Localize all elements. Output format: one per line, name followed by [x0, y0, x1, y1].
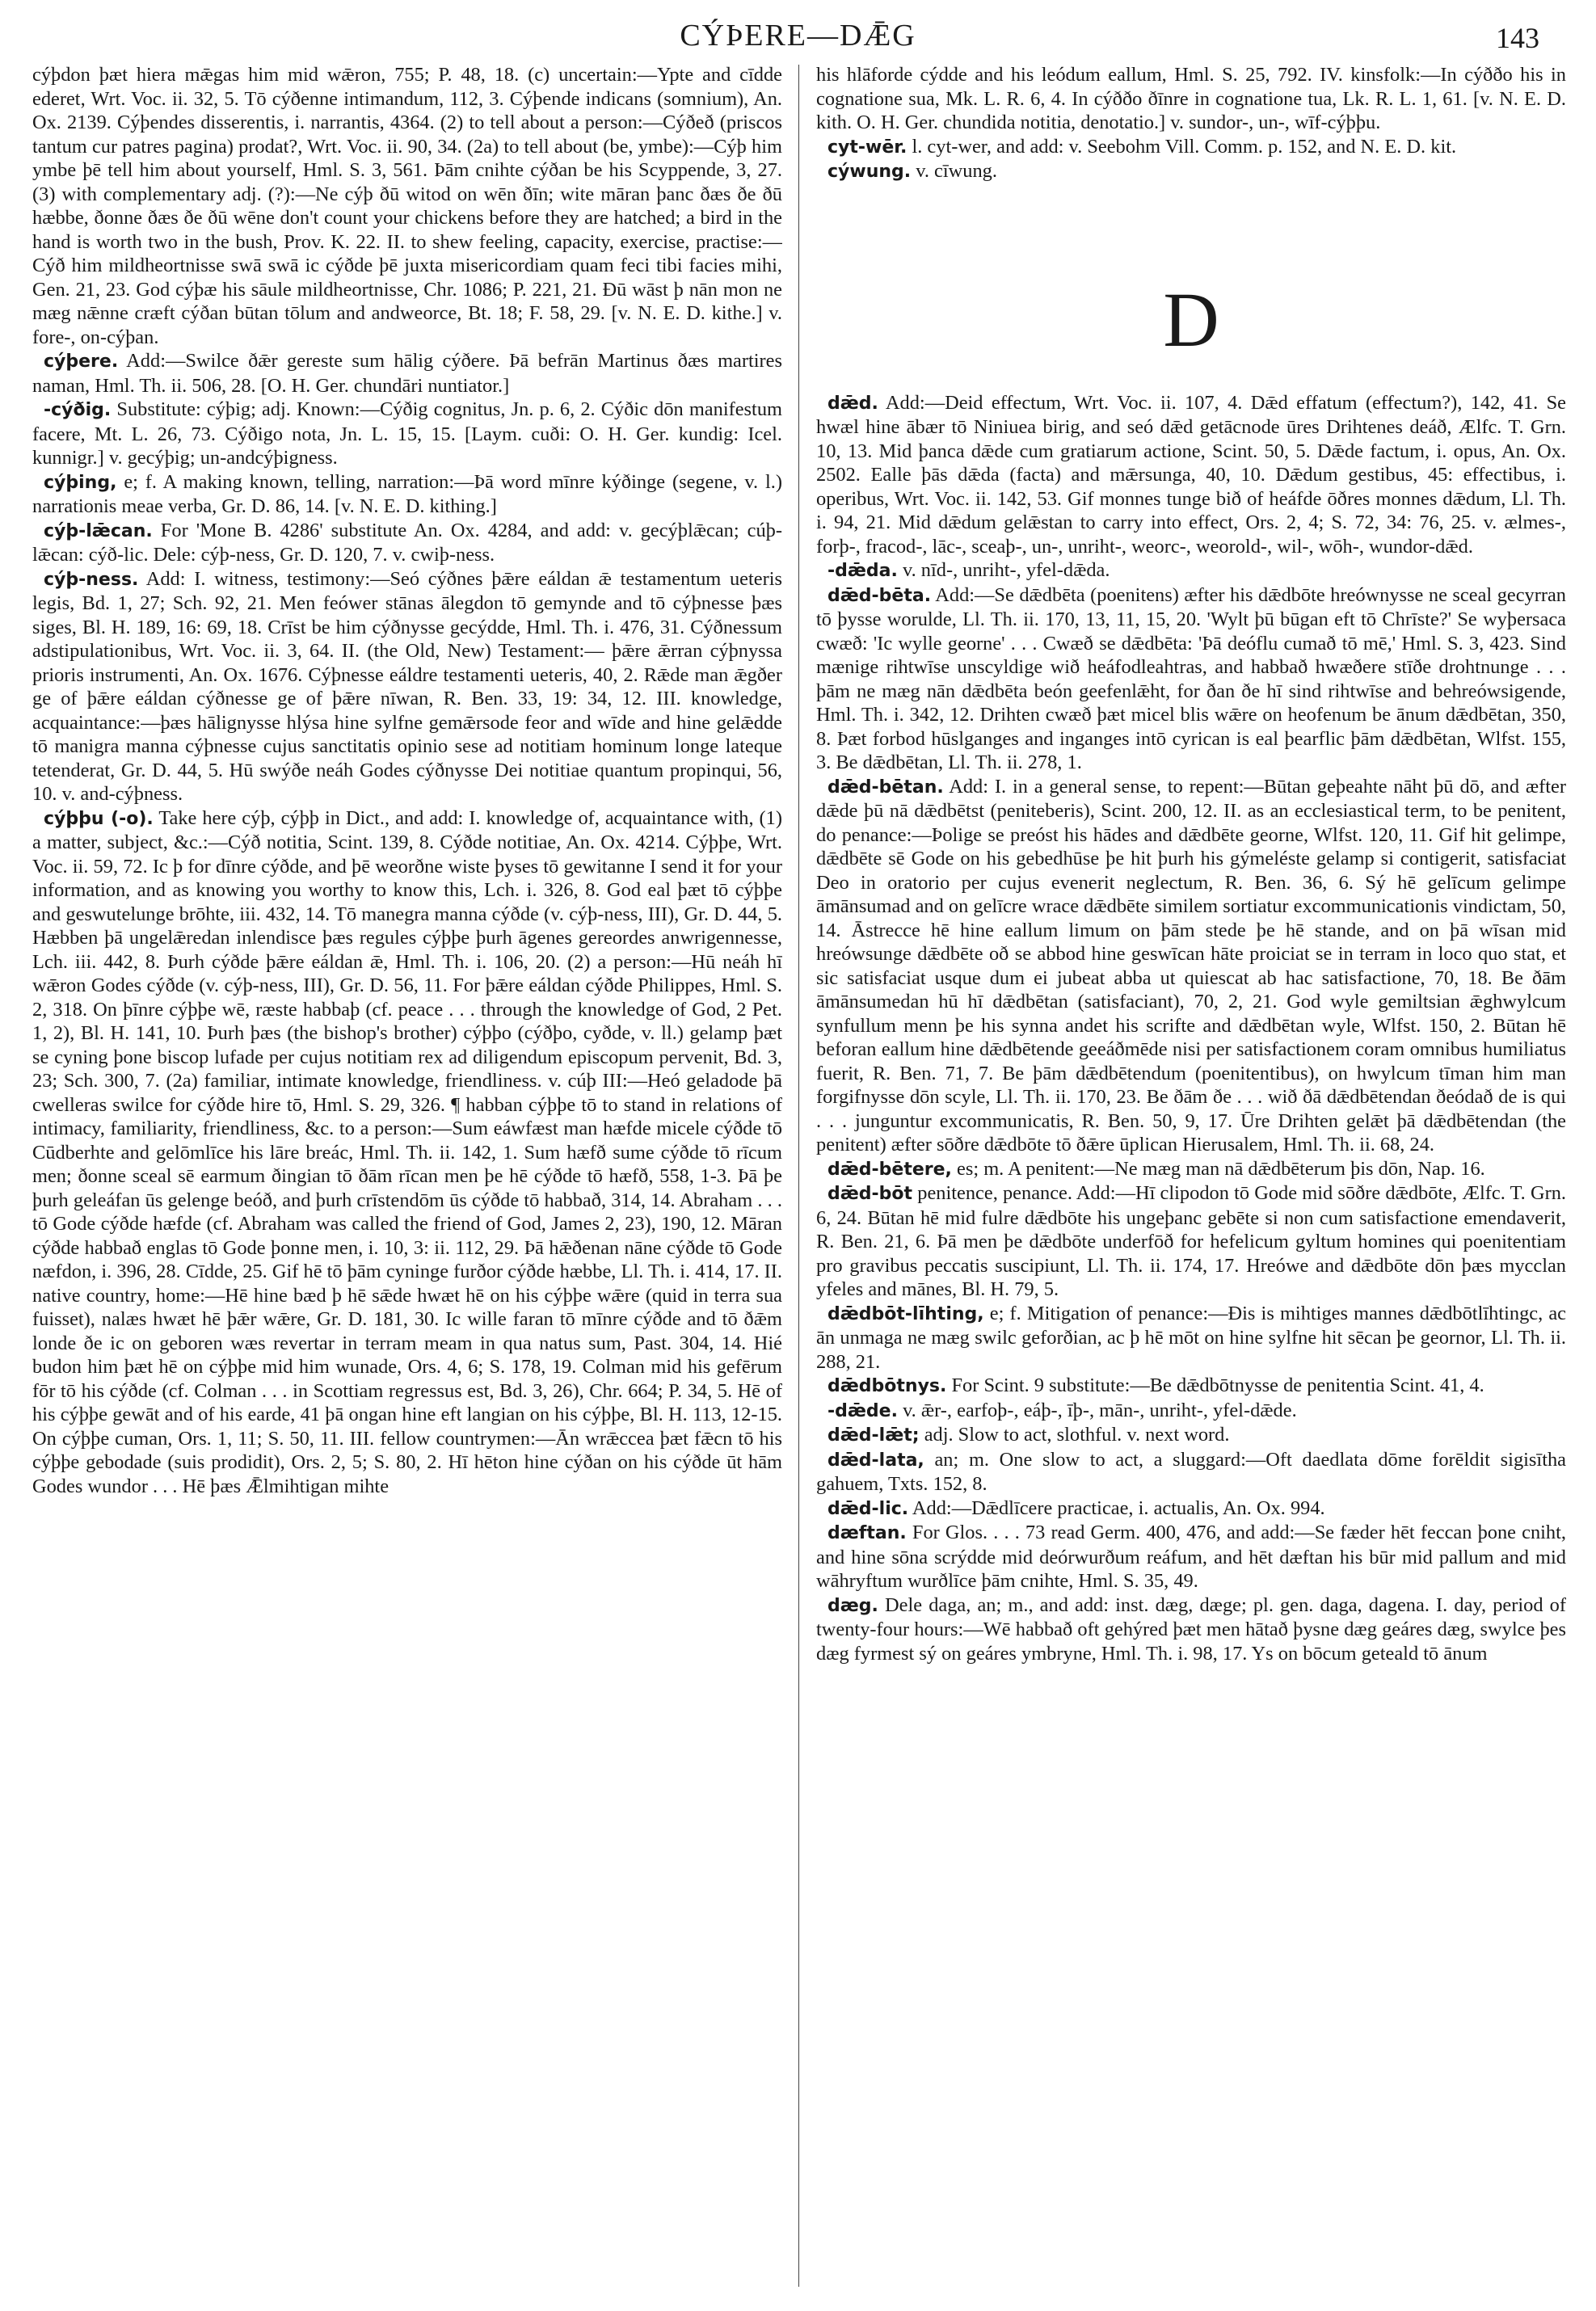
entry-headword: dǣd-lǣt; — [827, 1425, 920, 1446]
entry-text: cýþdon þæt hiera mǣgas him mid wǣron, 755; P. 48, 18. (c) uncertain:—Ypte and cīdde ederet, Wrt. Voc. ii. 32, 5. Tō cýðenne intimandum, 112, 3. Cýþende indicans (somnium), An. Ox. 2139. Cýþendes disserentis, i. narrantis, 4364. (2) to tell about a person:—Cýðeð (priscos tantum cur patres pagina) prodat?, Wrt. Voc. ii. 90, 34. (2a) to tell about (be, ymbe):—Cýþ him ymbe þē tell him about yourself, Hml. S. 3, 561. Þām cnihte cýðan be his Scyppende, 3, 27. (3) with complementary adj. (?):—Ne cýþ ðū witod on wēn ðīn; wite māran þanc ðæs ðe ðū hæbbe, ðonne ðæs ðe ðū wēne don't count your chickens before they are hatched; a bird in the hand is worth two in the bush, Prov. K. 22. II. to shew feeling, capacity, exercise, practise:—Cýð him mildheortnisse swā swā ic cýðde þē juxta misericordiam quam feci tibi facies mihi, Gen. 21, 23. God cýþæ his sāule mildheortnisse, Chr. 1086; P. 221, 21. Ðū wāst þ nān mon ne mæg nǣnne cræft cýðan būtan tōlum and andweorce, Bt. 18; F. 58, 29. [v. N. E. D. kithe.] v. fore-, on-cýþan. — [32, 64, 782, 348]
right-column-bottom — [816, 391, 1566, 1666]
entry-text: Add: I. witness, testimony:—Seó cýðnes þǣre eáldan ǣ testamentum ueteris legis, Bd. 1, 27; Sch. 92, 21. Men feówer stānas ālegdon tō gemynde and tō cýþnesse þæs siges, Bl. H. 189, 16: 69, 18. Crīst be him cýðnysse gecýdde, Hml. Th. i. 476, 31. Cýðnessum adstipulationibus, Wrt. Voc. ii. 3, 64. II. (the Old, New) Testament:— þǣre ǣrran cýþnyssa prioris instrumenti, An. Ox. 1676. Cýþnesse eáldre testamenti ueteris, 40, 2. Rǣde man ǣgðer ge of þǣre eáldan cýðnesse ge of þǣre nīwan, R. Ben. 33, 19: 34, 12. III. knowledge, acquaintance:—þæs hālignysse hlýsa hine sylfne gemǣrsode feor and wīde and hine gelǣdde tō manigra manna cýþnesse cujus sanctitatis opinio sese ad notitiam hominum longe lateque tetenderat, Gr. D. 44, 5. Hū swýðe neáh Godes cýðnysse Dei notitiae quantum propinqui, 56, 10. v. and-cýþness. — [32, 567, 782, 805]
entry-headword: dæg. — [827, 1595, 878, 1616]
dictionary-entry — [32, 567, 782, 806]
entry-text: Add:—Se dǣdbēta (poenitens) æfter his dǣdbōte hreównysse ne sceal gecyrran tō þysse worulde, Ll. Th. ii. 170, 13, 11, 15, 20. 'Wylt þū būgan eft tō Chrīste?' Se wyþersaca cwæð: 'Ic wylle georne' . . . Cwæð se dǣdbēta: 'Þā deóflu cumað tō mē,' Hml. S. 3, 423. Sind mænige rihtwīse unscyldige wið heáfodleahtras, and habbað hwæðere stīðe drohtnunge . . . þām ne mæg nān dǣdbēta beón geefenlǣht, for ðan ðe hī sind rihtwīse and behreówsigende, Hml. Th. i. 342, 12. Drihten cwæð þæt micel blis wǣre on heofenum be ānum dǣdbētan, 350, 8. Þæt forbod hūslganges and inganges intō cyrican is eal þearflic þām dǣdbētan, Wlfst. 155, 3. Be dǣdbētan, Ll. Th. ii. 278, 1. — [816, 583, 1566, 773]
entry-text: l. cyt-wer, and add: v. Seebohm Vill. Comm. p. 152, and N. E. D. kit. — [907, 135, 1457, 158]
dictionary-entry — [816, 159, 1566, 184]
right-column-top — [816, 63, 1566, 184]
entry-text: For 'Mone B. 4286' substitute An. Ox. 4284, and add: v. gecýþlǣcan; cúþ-lǣcan: cýð-lic. Dele: cýþ-ness, Gr. D. 120, 7. v. cwiþ-ness. — [32, 519, 782, 566]
dictionary-entry — [32, 398, 782, 470]
left-column — [32, 63, 782, 2293]
right-column — [816, 63, 1566, 2293]
dictionary-entry — [816, 1399, 1566, 1424]
dictionary-entry — [32, 806, 782, 1499]
entry-text: For Glos. . . . 73 read Germ. 400, 476, and add:—Se fæder hēt feccan þone cniht, and hine sōna scrýdde mid deórwurðum reáfum, and hēt dæftan his būr mid pallum and mid wāhryftum wurðlīce þām cnihte, Hml. S. 35, 49. — [816, 1522, 1566, 1592]
dictionary-entry — [816, 1521, 1566, 1593]
dictionary-entry — [816, 1593, 1566, 1666]
entry-headword: dǣd-bēta. — [827, 585, 932, 606]
entry-headword: dǣd-lata, — [827, 1450, 924, 1471]
entry-text: Add:—Deid effectum, Wrt. Voc. ii. 107, 4. Dǣd effatum (effectum?), 142, 41. Se hwæl hine ābær tō Niniuea birig, and seó dǣd getācnode ūres Drihtenes deáð, Ælfc. T. Grn. 10, 13. Mid þanca dǣde cum gratiarum actione, Scint. 50, 5. Dǣde factum, i. opus, An. Ox. 2502. Ealle þās dǣda (facta) and mǣrsunga, 40, 10. Dǣdum gestibus, 45: effectibus, i. operibus, Wrt. Voc. ii. 142, 53. Gif monnes tunge bið of heáfde ōðres monnes dǣdum, Ll. Th. i. 94, 21. Mid dǣdum gelǣstan to carry into effect, Ors. 2, 4; S. 72, 34: 76, 25. v. ælmes-, forþ-, fracod-, lāc-, sceaþ-, un-, unriht-, weorc-, weorold-, wil-, wōh-, wundor-dǣd. — [816, 391, 1566, 558]
entry-headword: dǣdbōt-līhting, — [827, 1303, 984, 1324]
dictionary-entry — [816, 1302, 1566, 1374]
entry-text: Add: I. in a general sense, to repent:—Būtan geþeahte nāht þū dō, and æfter dǣde þū nā dǣdbētst (peniteberis), Scint. 200, 12. II. as an ecclesiastical term, to be penitent, do penance:—Þolige se preóst his hādes and dǣdbēte georne, Wlfst. 120, 11. Gif hit gelimpe, dǣdbēte sē Gode on his gebedhūse þe hit þurh his gýmeléste gelamp si contigerit, satisfaciat Deo in oratorio per cujus evenerit neglectum, R. Ben. 36, 6. Sý hē gelīcum gelimpe āmānsumad and on gelīcre wrace dǣdbēte similem sortiatur excommunicationis vindictam, 50, 14. Āstrecce hē hine eallum limum on þām stede þe hē stande, and on þā wīsan mid hreówsunge dǣdbēte oð se abbod hine geswīcan hāte proiciat se in terram in loco quo stat, et sic satisfaciat usque dum ei jubeat abba ut quiescat ab hac satisfactione, 70, 18. Be ðām āmānsumedan hū hī dǣdbētan (satisfaciant), 70, 2, 21. God wyle gemiltsian ǣghwylcum synfullum menn þe his synna andet his scrifte and dǣdbētan wyle, Wlfst. 150, 2. Būtan hē beforan eallum hine dǣdbētende geeáðmēde nisi per satisfactionem coram omnibus humiliatus fuerit, R. Ben. 71, 7. Be þām dǣdbētendum (poenitentibus), on hwylcum tīman him man forgifnysse dōn scyle, Ll. Th. ii. 170, 23. Be ðām ðe . . . wið ðā dǣdbētendan ðeódað de is qui . . . junguntur excommunicatis, R. Ben. 50, 9, 17. Ūre Drihten gelǣt þā dǣdbētendan (the penitent) æfter sōðre dǣdbōte tō ðǣre ūplican Hierusalem, Hml. Th. ii. 68, 24. — [816, 775, 1566, 1156]
dictionary-entry — [816, 1496, 1566, 1522]
entry-headword: cýþþu (-o). — [44, 808, 154, 829]
dictionary-entry — [32, 63, 782, 349]
dictionary-entry — [816, 391, 1566, 559]
entry-headword: dæftan. — [827, 1523, 907, 1543]
entry-text: v. cīwung. — [911, 160, 997, 182]
entry-text: v. ǣr-, earfoþ-, eáþ-, īþ-, mān-, unriht-, yfel-dǣde. — [897, 1399, 1297, 1421]
entry-text: e; f. Mitigation of penance:—Ðis is mihtiges mannes dǣdbōtlīhtingc, ac ān unmaga ne mæg swilc geforðian, ac þ hē mōt on hine sylfne hit sēcan þe geornor, Ll. Th. ii. 288, 21. — [816, 1302, 1566, 1373]
entry-text: For Scint. 9 substitute:—Be dǣdbōtnysse de penitentia Scint. 41, 4. — [946, 1374, 1484, 1396]
entry-headword: dǣd-bōt — [827, 1184, 913, 1204]
entry-headword: cýþere. — [44, 351, 119, 372]
dictionary-entry — [816, 135, 1566, 160]
dictionary-entry — [32, 349, 782, 398]
dictionary-entry — [816, 583, 1566, 775]
dictionary-entry — [816, 1448, 1566, 1496]
entry-text: Add:—Swilce ðǣr gereste sum hālig cýðere. Þā befrān Martinus ðæs martires naman, Hml. Th. ii. 506, 28. [O. H. Ger. chundāri nuntiator.] — [32, 350, 782, 397]
entry-headword: cýþ-ness. — [44, 569, 139, 590]
entry-text: e; f. A making known, telling, narration:—Þā word mīnre kýðinge (segene, v. l.) narrationis meae verba, Gr. D. 86, 14. [v. N. E. D. kithing.] — [32, 470, 782, 517]
dictionary-entry — [816, 775, 1566, 1157]
entry-headword: dǣd-bētan. — [827, 777, 944, 798]
entry-headword: cýþing, — [44, 472, 117, 493]
entry-headword: dǣd-lic. — [827, 1498, 909, 1519]
entry-text: Add:—Dǣdlīcere practicae, i. actualis, An. Ox. 994. — [908, 1496, 1325, 1519]
entry-headword: dǣdbōtnys. — [827, 1376, 947, 1396]
dictionary-entry — [816, 558, 1566, 583]
entry-text: his hlāforde cýdde and his leódum eallum, Hml. S. 25, 792. IV. kinsfolk:—In cýððo his in cognatione sua, Mk. L. R. 6, 4. In cýððo ðīnre in cognatione tua, Lk. R. L. 1, 61. [v. N. E. D. kith. O. H. Ger. chundida notitia, denotatio.] v. sundor-, un-, wīf-cýþþu. — [816, 64, 1566, 133]
page-number: 143 — [1496, 22, 1539, 54]
dictionary-entry — [32, 519, 782, 567]
entry-headword: cýwung. — [827, 162, 912, 182]
dictionary-entry — [816, 63, 1566, 135]
entry-text: es; m. A penitent:—Ne mæg man nā dǣdbēterum þis dōn, Nap. 16. — [951, 1157, 1485, 1180]
entry-headword: -dǣde. — [827, 1400, 898, 1421]
entry-text: Dele daga, an; m., and add: inst. dæg, dæge; pl. gen. daga, dagena. I. day, period of twenty-four hours:—Wē habbað oft gehýred þæt men hātað þysne dæg geáres dæg, swylce þes dæg fyrmest sý on geáres ymbryne, Hml. Th. i. 98, 17. Ys on bōcum geteald tō ānum — [816, 1593, 1566, 1665]
entry-headword: cyt-wēr. — [827, 137, 907, 158]
entry-text: adj. Slow to act, slothful. v. next word. — [919, 1424, 1230, 1446]
entry-headword: cýþ-lǣcan. — [44, 520, 153, 541]
entry-headword: -dǣda. — [827, 561, 898, 581]
dictionary-entry — [816, 1157, 1566, 1182]
entry-text: v. nīd-, unriht-, yfel-dǣda. — [897, 559, 1110, 581]
column-divider — [798, 65, 799, 2287]
dictionary-entry — [32, 470, 782, 519]
entry-text: Substitute: cýþig; adj. Known:—Cýðig cognitus, Jn. p. 6, 2. Cýðic dōn manifestum facere, Mt. L. 26, 73. Cýðigo nota, Jn. L. 15, 15. [Laym. cuði: O. H. Ger. kundig: Icel. kunnigr.] v. gecýþig; un-andcýþigness. — [32, 398, 782, 469]
dictionary-entry — [816, 1423, 1566, 1448]
entry-headword: dǣd-bētere, — [827, 1159, 952, 1180]
entry-text: penitence, penance. Add:—Hī clipodon tō Gode mid sōðre dǣdbōte, Ælfc. T. Grn. 6, 24. Būtan hē mid fulre dǣdbōte his ungeþanc gebēte si non cum satisfactione emendaverit, R. Ben. 21, 6. Þā men þe dǣdbōte underfōð for hefelicum gyltum homines qui poenitentiam pro gravibus peccatis suscipiunt, Ll. Th. ii. 174, 17. Hreówe and dǣdbōte dōn þæs mycclan yfeles and mānes, Bl. H. 79, 5. — [816, 1182, 1566, 1300]
dictionary-entry — [816, 1374, 1566, 1399]
section-letter: D — [1163, 276, 1219, 363]
running-head — [0, 18, 1596, 63]
dictionary-entry — [816, 1181, 1566, 1302]
entry-headword: -cýðig. — [44, 400, 112, 420]
entry-text: Take here cýþ, cýþþ in Dict., and add: I. knowledge of, acquaintance with, (1) a matter, subject, &c.:—Cýð notitia, Scint. 139, 8. Cýðde notitiae, An. Ox. 4214. Cýþþe, Wrt. Voc. ii. 59, 72. Ic þ for dīnre cýðde, and þē weorðne wiste þyses tō gewitanne I send it for your information, and as knowing you worthy to know this, Lch. i. 326, 8. God eal þæt tō cýþþe and geswutelunge brōhte, iii. 432, 14. Tō manegra manna cýðde (v. cýþ-ness, III), Gr. D. 44, 5. Hæbben þā ungelǣredan inlendisce þæs regules cýþþe þurh āgenes gereordes anwrigennesse, Lch. iii. 442, 8. Þurh cýðde þǣre eáldan ǣ, Hml. Th. i. 106, 20. (2) a person:—Hū neáh hī wǣron Godes cýðde (v. cýþ-ness, III), Gr. D. 56, 11. For þǣre eáldan cýðde Philippes, Hml. S. 2, 318. On þīnre cýþþe wē, ræste habbaþ (cf. peace . . . through the knowledge of God, 2 Pet. 1, 2), Bl. H. 141, 10. Þurh þæs (the bishop's brother) cýþþo (cýðþo, cyðde, v. ll.) gelamp þæt se cyning þone biscop lufade per cujus notitiam rex ad diligendum episcopum pervenit, Bd. 3, 23; Sch. 300, 7. (2a) familiar, intimate knowledge, friendliness. v. cúþ III:—Heó geladode þā cwelleras swilce for cýðde hire tō, Hml. S. 29, 326. ¶ habban cýþþe tō to stand in relations of intimacy, familiarity, friendliness, &c. to a person:—Sum eáwfæst man hæfde micele cýðde tō Cūdberhte and gelōmlīce his lāre breác, Hml. Th. ii. 142, 1. Sum hæfð sume cýðde tō rīcum men; ðonne sceal sē earmum ðingian tō ðām rīcan men þe hē cýðde tō hæfð, 558, 1-3. Þā þe þurh geleáfan ūs gelenge beóð, and þurh crīstendōm ūs cýðde tō habbað, 314, 14. Abraham . . . tō Gode cýðde hæfde (cf. Abraham was called the friend of God, James 2, 23), 190, 12. Māran cýðde habbað englas tō Gode þonne men, i. 10, 3: ii. 112, 29. Þā hǣðenan nāne cýðde tō Gode næfdon, i. 396, 28. Cīdde, 25. Gif hē tō þām cyninge furðor cýðde hæbbe, Ll. Th. i. 414, 17. II. native country, home:—Hē hine bæd þ hē sǣde hwæt hē on his cýþþe wǣre (quid in terra sua fuisset), nalæs hwæt hē þǣr wǣre, Gr. D. 181, 30. Ic wille faran tō mīnre cýðde and tō ðǣm londe ðe ic on geboren wæs revertar in terram meam in qua natus sum, Past. 304, 14. Hié budon him þæt hē on cýþþe mid him wunade, Ors. 4, 6; S. 178, 19. Colman mid his gefērum fōr tō his cýðde (cf. Colman . . . in Scottiam regressus est, Bd. 3, 26), Chr. 664; P. 34, 5. Hē of his cýþþe gewāt and of his earde, 41 þā ongan hine eft langian on his cýþþe, Bl. H. 113, 12-15. On cýþþe cuman, Ors. 1, 11; S. 50, 11. III. fellow countrymen:—Ān wrǣccea þæt fǣcn tō his cýþþe gebodade (suis prodidit), Ors. 2, 5; S. 80, 2. Hī hēton hine cýðan on his cýðde ūt hām Godes wundor . . . Hē þæs Ǣlmihtigan mihte — [32, 806, 782, 1497]
entry-text: an; m. One slow to act, a sluggard:—Oft daedlata dōme forēldit sigisītha gahuem, Txts. 152, 8. — [816, 1448, 1566, 1495]
page-title: CÝÞERE—DǢG — [680, 19, 916, 53]
entry-headword: dǣd. — [827, 393, 878, 414]
